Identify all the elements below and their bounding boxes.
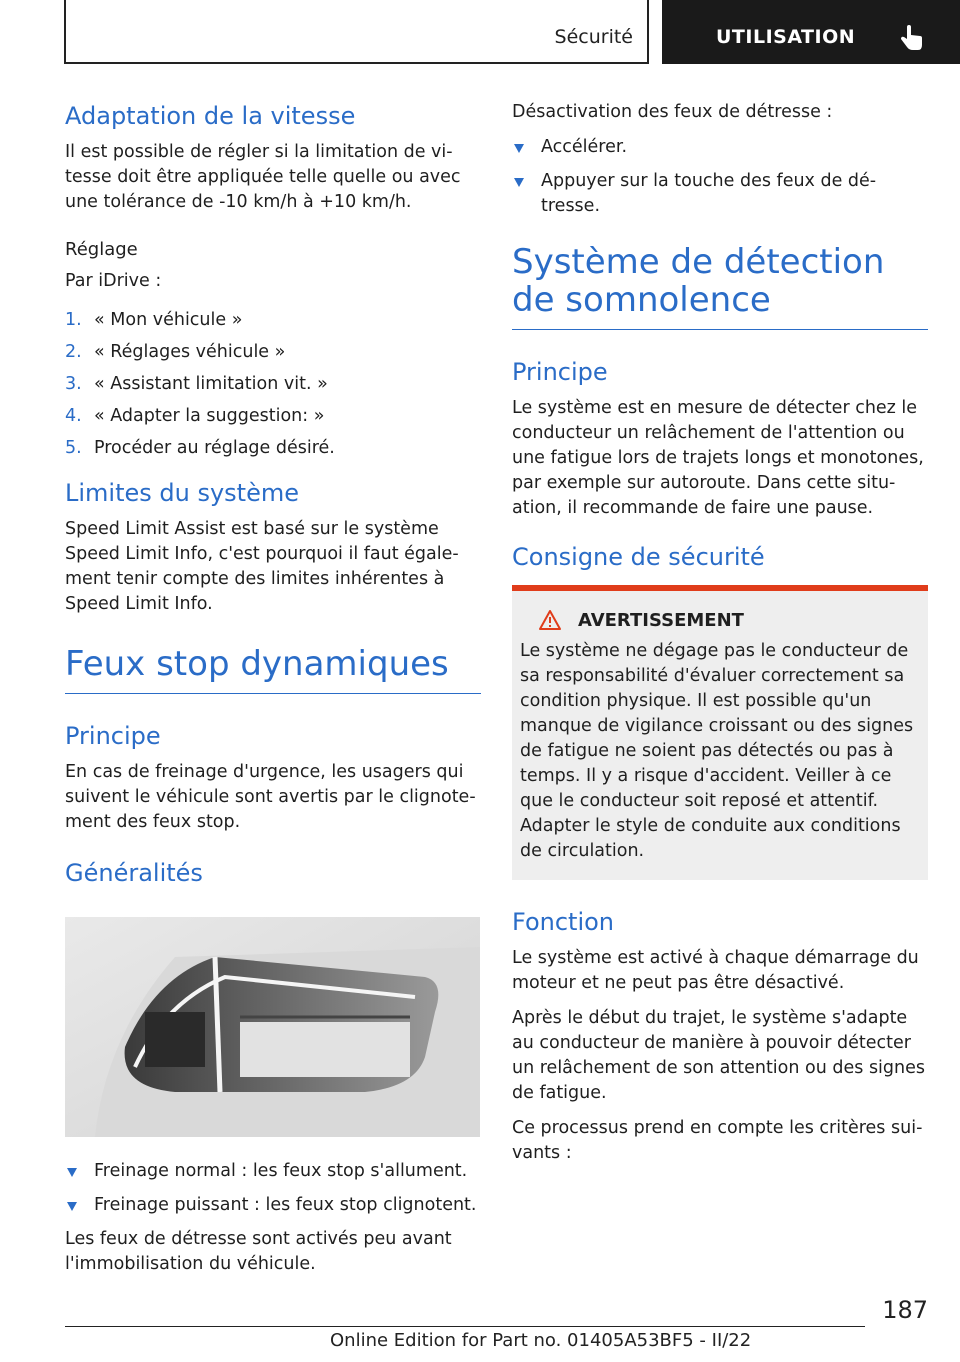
closing-paragraph: Les feux de détresse sont activés peu avant l'immobilisation du véhicule. bbox=[65, 1229, 452, 1274]
step-number: 4. bbox=[65, 406, 82, 426]
somnolence-heading: Système de détection de somnolence bbox=[512, 242, 885, 320]
principe-heading: Principe bbox=[65, 722, 161, 750]
list-item bbox=[65, 1159, 481, 1184]
bullet-triangle-icon bbox=[67, 1168, 77, 1177]
left-column bbox=[65, 100, 481, 1287]
adapt-paragraph: Il est possible de régler si la limitation de vitesse doit être appliquée telle quelle ou avec une tolérance de -10 km/h à +10 km/h. bbox=[65, 142, 461, 212]
step-number: 3. bbox=[65, 374, 82, 394]
generalites-heading: Généralités bbox=[65, 859, 203, 887]
right-column bbox=[512, 100, 928, 1176]
step-text: « Assistant limitation vit. » bbox=[94, 374, 328, 394]
step-number: 1. bbox=[65, 310, 82, 330]
fonction-paragraph: Le système est activé à chaque démarrage du moteur et ne peut pas être désactivé. bbox=[512, 948, 919, 993]
bullet-triangle-icon bbox=[67, 1202, 77, 1211]
page-number: 187 bbox=[882, 1296, 928, 1324]
deactivation-list bbox=[512, 135, 928, 219]
header-chapter-box bbox=[662, 0, 960, 64]
section-divider bbox=[512, 329, 928, 330]
bullet-text: Accélérer. bbox=[541, 137, 628, 157]
list-item bbox=[512, 169, 928, 219]
list-item bbox=[512, 135, 928, 160]
step-text: « Adapter la suggestion: » bbox=[94, 406, 325, 426]
consigne-heading: Consigne de sécurité bbox=[512, 543, 765, 571]
footer-edition: Online Edition for Part no. 01405A53BF5 - II/22 bbox=[330, 1330, 752, 1351]
list-item bbox=[65, 404, 481, 429]
adapt-heading: Adaptation de la vitesse bbox=[65, 102, 356, 130]
warning-text: Le système ne dégage pas le conducteur de sa responsabilité d'évaluer correctement sa condition physique. Il est possible qu'un manque de vigilance croissant ou des signes de fatigue ne soient pas détectés ou pas à temps. Il y a risque d'accident. Veiller à ce que le conducteur soit reposé et attentif. Adapter le style de conduite aux conditions de circulation. bbox=[520, 641, 914, 861]
reglage-steps bbox=[65, 308, 481, 461]
deactivation-intro: Désactivation des feux de détresse : bbox=[512, 102, 833, 122]
bullet-text: Freinage normal : les feux stop s'allument. bbox=[94, 1161, 468, 1181]
warning-triangle-icon bbox=[538, 609, 562, 631]
hand-pointer-icon bbox=[898, 24, 924, 52]
bullet-triangle-icon bbox=[514, 178, 524, 187]
limits-paragraph: Speed Limit Assist est basé sur le système Speed Limit Info, c'est pourquoi il faut également tenir compte des limites inhérentes à Speed Limit Info. bbox=[65, 519, 459, 614]
section-divider bbox=[65, 693, 481, 694]
header-section-box bbox=[64, 0, 649, 64]
list-item bbox=[65, 436, 481, 461]
header-section-title: Sécurité bbox=[554, 26, 633, 48]
list-item bbox=[65, 1193, 481, 1218]
tail-light-illustration bbox=[65, 917, 480, 1137]
principe-paragraph: Le système est en mesure de détecter chez le conducteur un relâchement de l'attention ou une fatigue lors de trajets longs et monotones, par exemple sur autoroute. Dans cette situation, il recommande de faire une pause. bbox=[512, 398, 924, 518]
freinage-list bbox=[65, 1159, 481, 1218]
fonction-paragraph: Ce processus prend en compte les critères suivants : bbox=[512, 1118, 923, 1163]
header-chapter-title: UTILISATION bbox=[716, 26, 856, 48]
fonction-heading: Fonction bbox=[512, 908, 615, 936]
bullet-triangle-icon bbox=[514, 144, 524, 153]
list-item bbox=[65, 340, 481, 365]
warning-header bbox=[538, 609, 916, 631]
bullet-text: Appuyer sur la touche des feux de détresse. bbox=[541, 171, 877, 216]
limits-heading: Limites du système bbox=[65, 479, 299, 507]
step-number: 2. bbox=[65, 342, 82, 362]
principe-paragraph: En cas de freinage d'urgence, les usagers qui suivent le véhicule sont avertis par le clignotement des feux stop. bbox=[65, 762, 476, 832]
warning-box bbox=[512, 585, 928, 880]
reglage-heading: Réglage bbox=[65, 239, 138, 260]
footer-divider bbox=[65, 1326, 865, 1327]
reglage-intro: Par iDrive : bbox=[65, 271, 162, 291]
fonction-paragraph: Après le début du trajet, le système s'adapte au conducteur de manière à pouvoir détecter un relâchement de son attention ou des signes de fatigue. bbox=[512, 1008, 926, 1103]
list-item bbox=[65, 372, 481, 397]
step-text: « Réglages véhicule » bbox=[94, 342, 286, 362]
step-text: « Mon véhicule » bbox=[94, 310, 243, 330]
principe-heading: Principe bbox=[512, 358, 608, 386]
bullet-text: Freinage puissant : les feux stop clignotent. bbox=[94, 1195, 477, 1215]
step-text: Procéder au réglage désiré. bbox=[94, 438, 335, 458]
list-item bbox=[65, 308, 481, 333]
feux-stop-heading: Feux stop dynamiques bbox=[65, 644, 449, 684]
warning-label: AVERTISSEMENT bbox=[578, 609, 744, 631]
step-number: 5. bbox=[65, 438, 82, 458]
